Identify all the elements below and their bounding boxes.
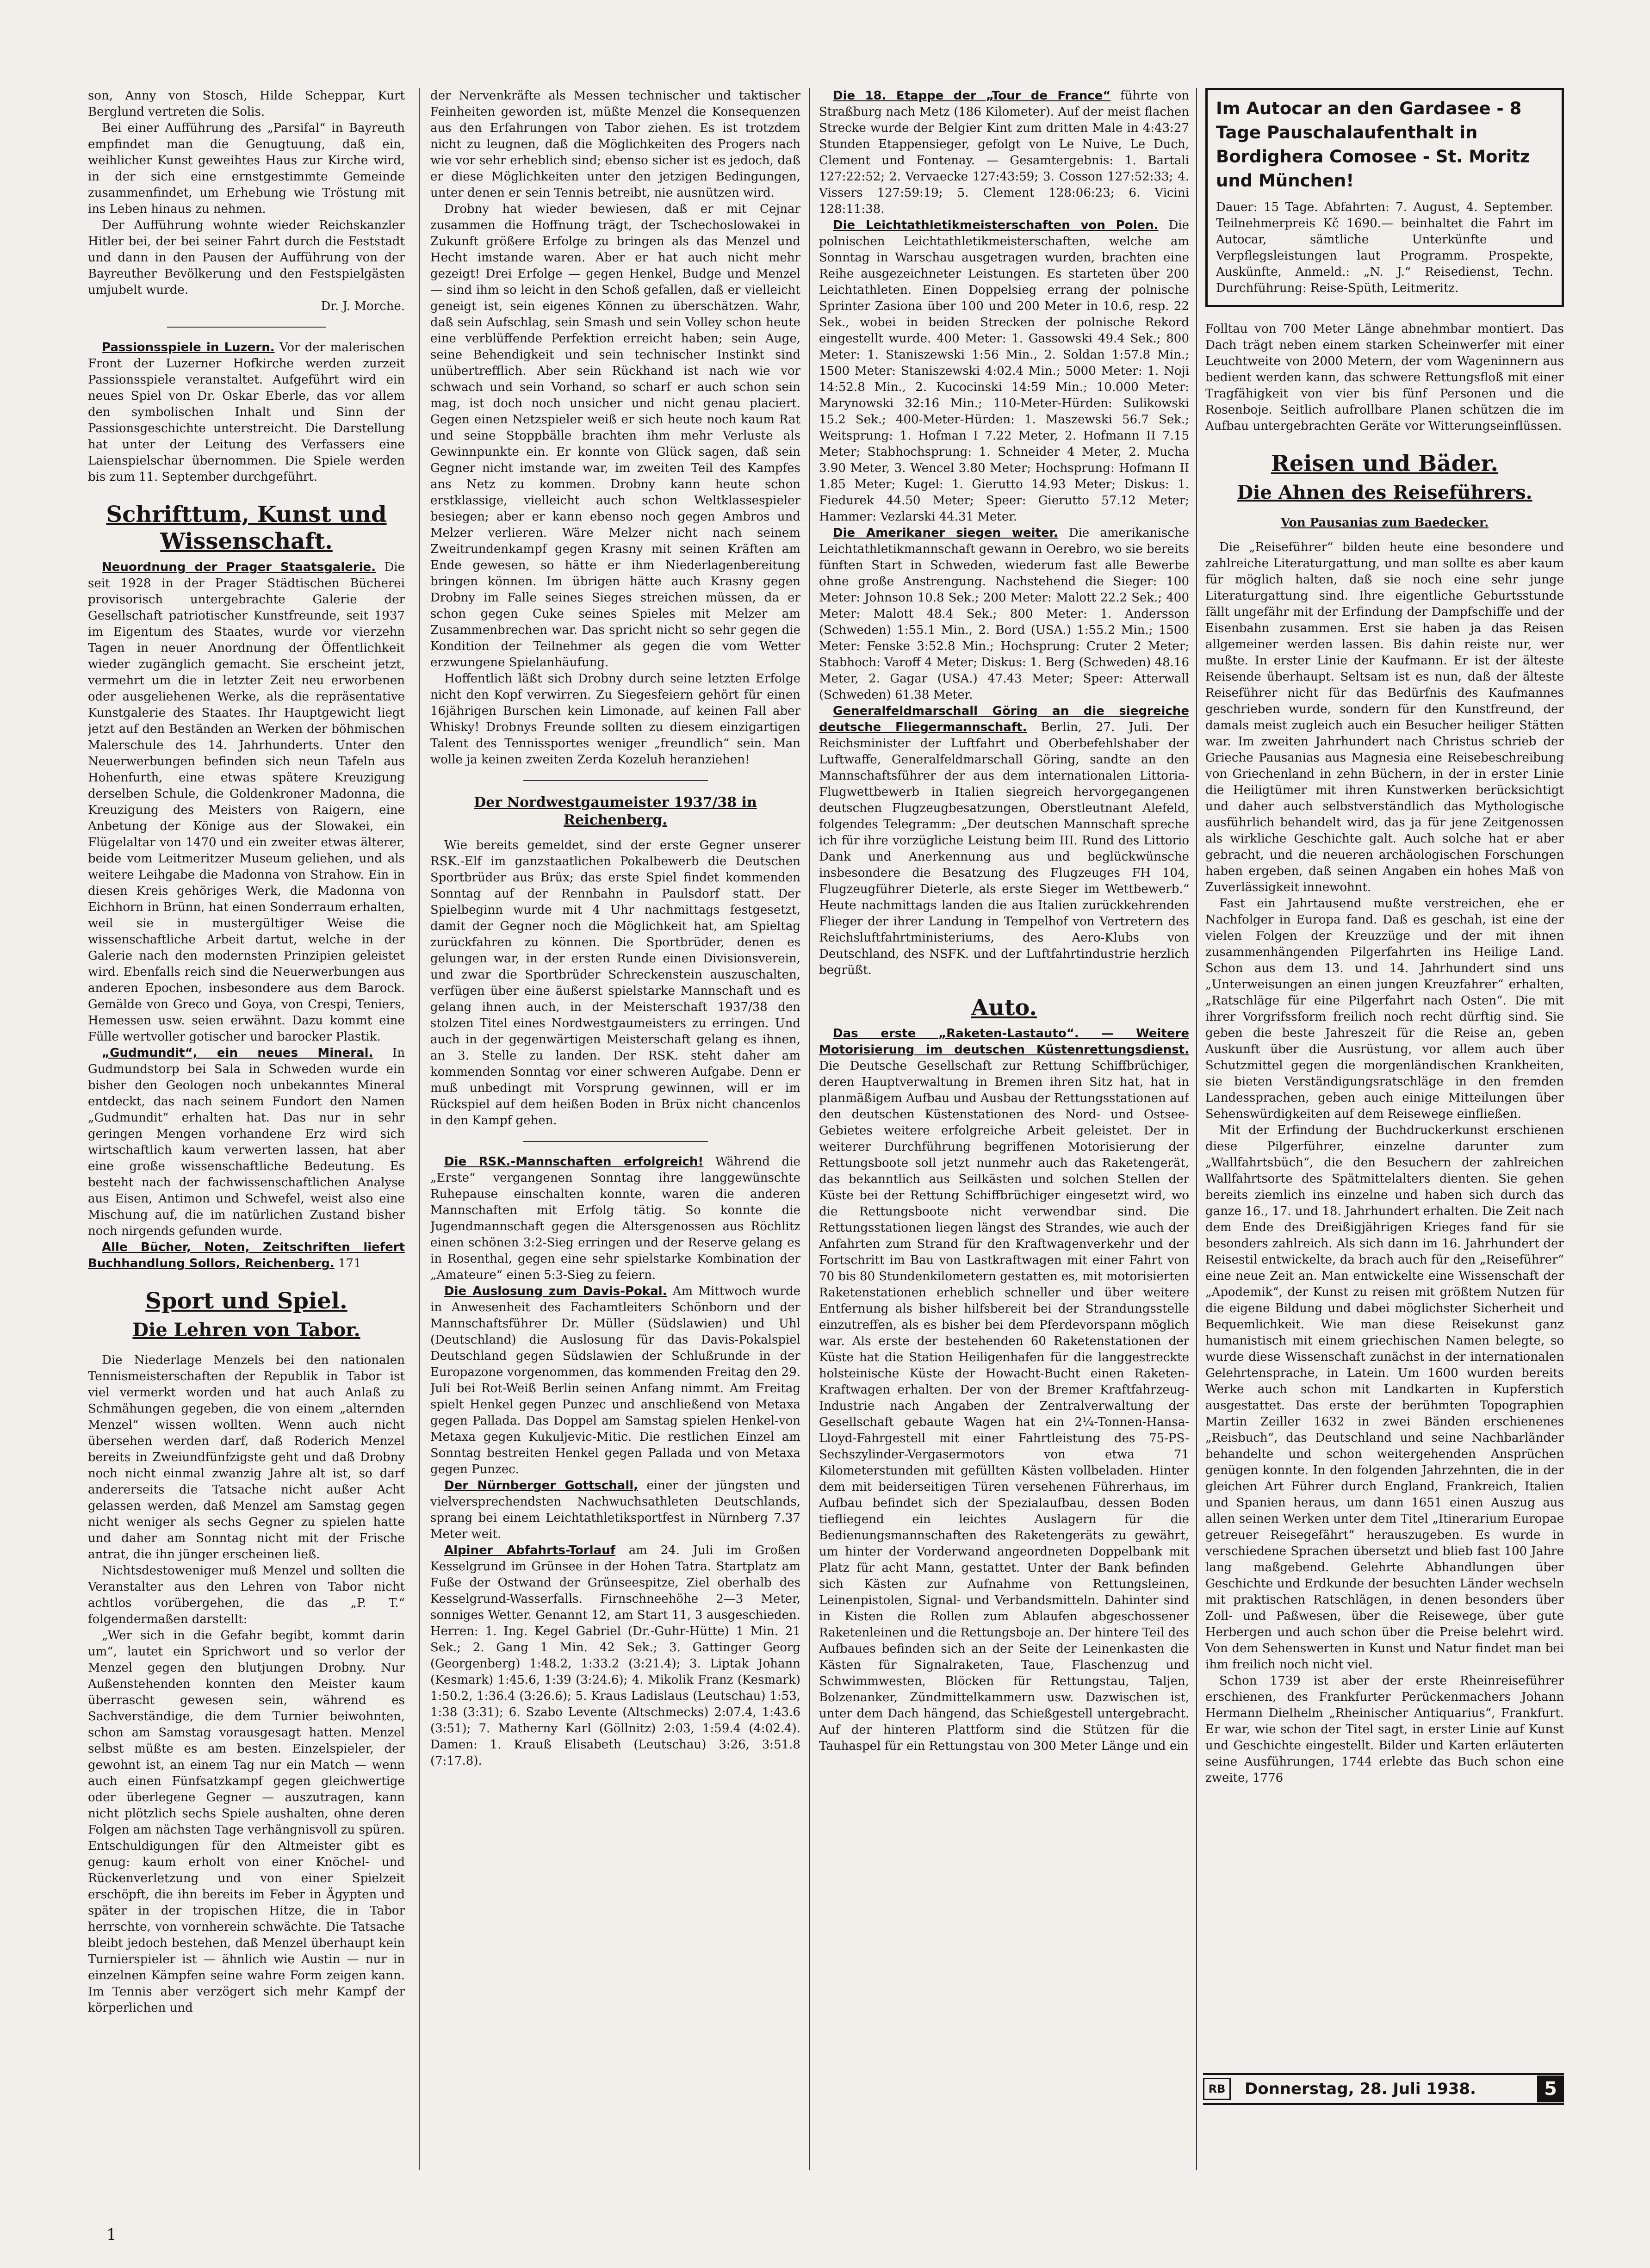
margin-mark: 1 — [106, 2225, 117, 2244]
item-lead: Alpiner Abfahrts-Torlauf — [444, 1543, 616, 1557]
item-text: Die Deutsche Gesellschaft zur Rettung Schiffbrüchiger, deren Hauptverwaltung in Bremen ihren Sitz hat, hat in planmäßigem Aufbau und Ausbau der Rettungsstationen auf den deutschen Küstenstationen des Nord- und Ostsee-Gebietes weitere erfolgreiche Arbeit geleistet. Der in weiterer Durchführung begriffenen Motorisierung der Rettungsboote soll jetzt nunmehr auch das Raketengerät, das bekanntlich aus Seilkästen und solchen Stellen der Küste bei der Rettung Schiffbrüchiger eingesetzt wird, wo die Rettungsboote nicht verwendbar sind. Die Rettungsstationen liegen längst des Strandes, wie auch der Anfahrten zum Strand für den Kraftwagenverkehr und der Fortschritt im Bau von Lastkraftwagen mit einer Fahrt von 70 bis 80 Stundenkilometern gestatten es, mit motorisierten Raketenstationen erheblich schneller und über weitere Entfernung als bisher hilfsbereit bei der Strandungsstelle einzutreffen, als es bisher bei dem Pferdevorspann möglich war. Als erste der bestehenden 60 Raketenstationen der Küste hat die Station Heiligenhafen für die langgestreckte holsteinische Küste der Howacht-Bucht einen Raketen-Kraftwagen erhalten. Der von der Bremer Kraftfahrzeug-Industrie nach Angaben der Zentralverwaltung der Gesellschaft gebaute Wagen hat ein 2¼-Tonnen-Hansa-Lloyd-Fahrgestell mit einer Fahrtleistung des 75-PS-Sechszylinder-Vergasermotors von etwa 71 Kilometerstunden mit gefüllten Kästen vollbeladen. Hinter dem mit beiderseitigen Türen versehenen Führerhaus, im Aufbau befindet sich der Spezialaufbau, dessen Boden tiefliegend ein leichtes Auslagern für die Bedienungsmannschaften des Raketengeräts zu gewährt, um hinter der Vorderwand angeordneten Doppelbank mit Platz für acht Mann, gestattet. Unter der Bank befinden sich Kästen zur Aufnahme von Rettungsleinen, Leinenpistolen, Signal- und Verbandsmitteln. Dahinter sind in Kisten die Rollen zum Ablaufen abgeschossener Raketenleinen und die Rettungsboje an. Der hintere Teil des Aufbaues befinden sich an der Seite der Leinenkasten die Kästen für Signalraketen, Taue, Flaschenzug und Schwimmwesten, Blöcken für Rettungstau, Taljen, Bolzenanker, Zündmittelkammern usw. Dazwischen ist, unter dem Dach hängend, das Schießgestell untergebracht. Auf der hinteren Plattform sind die Stützen für die Tauhaspel für ein Rettungstau von 300 Meter Länge und ein — [819, 1059, 1189, 1753]
article-heading: Die Lehren von Tabor. — [132, 1319, 360, 1341]
news-item — [88, 340, 405, 485]
divider — [167, 327, 326, 328]
paragraph: Mit der Erfindung der Buchdruckerkunst erschienen diese Pilgerführer, einzelne darunter zum „Wallfahrtsbüch“, die den Besuchern der zahlreichen Wallfahrtsorte des Spätmittelalters dienten. Sie gehen bereits ziemlich ins einzelne und haben sich durch das ganze 16., 17. und 18. Jahrhundert erhalten. Die Zeit nach dem Ende des Dreißigjährigen Krieges fand für sie besonders zahlreich. Als sich dann im 16. Jahrhundert der Reisestil entwickelte, da brach auch für den „Reiseführer“ eine neue Zeit an. Man entwickelte eine Wissenschaft der „Apodemik“, der Kunst zu reisen mit größtem Nutzen für die eigene Bildung und dabei möglichster Sicherheit und Bequemlichkeit. Wie man diese Reisekunst ganz humanistisch mit einem griechischen Namen belegte, so wurde diese Wissenschaft zunächst in der internationalen Gelehrtensprache, in Latein. Um 1600 wurden bereits Werke auch schon mit Landkarten in Kupferstich ausgestattet. Das erste der berühmten Topographien Martin Zeiller 1632 in zwei Bänden erschienenes „Reisbuch“, das Deutschland und seine Nachbarländer behandelte und schon weitergehenden Ansprüchen genügen konnte. In den folgenden Jahrzehnten, die in der gleichen Art Führer durch England, Frankreich, Italien und Spanien heraus, um dann 1651 einen Auszug aus allen seinen Werken unter dem Titel „Itinerarium Europae getreuer Reisegefährt“ herauszugeben. Es wurde in verschiedene Sprachen übersetzt und blieb fast 100 Jahre lang maßgebend. Gelehrte Abhandlungen über Geschichte und Erdkunde der besuchten Länder wechseln mit praktischen Ratschlägen, in denen besonders über Zoll- und Paßwesen, über die Reisewege, über gute Herbergen und auch schon über die Preise belehrt wird. Von dem Sehenswerten in Kunst und Natur findet man bei ihm freilich noch nicht viel. — [1205, 1123, 1564, 1672]
paragraph: Die „Reiseführer“ bilden heute eine besondere und zahlreiche Literaturgattung, und man sollte es aber kaum für möglich halten, daß sie noch eine sehr junge Literaturgattung sind. Ihre eigentliche Geburtsstunde fällt ungefähr mit der Erfindung der Dampfschiffe und der Eisenbahn zusammen. Erst sie haben ja das Reisen allgemeiner werden lassen. Bis dahin reiste nur, wer mußte. In erster Linie der Kaufmann. Er ist der älteste Reisende überhaupt. Seltsam ist es nun, daß der älteste Reiseführer nicht für das Bedürfnis des Kaufmannes geschrieben wurde, sondern für den Kunstfreund, der damals meist zugleich auch ein Besucher heiliger Stätten war. Im zweiten Jahrhundert nach Christus schrieb der Grieche Pausanias aus Magnesia eine Reisebeschreibung von Griechenland in zehn Büchern, in der in erster Linie die Heiligtümer mit ihren Kunstwerken berücksichtigt und daher auch selbstverständlich das Mythologische ausführlich behandelt wird, das ja für jene Zeitgenossen als wirkliche Geschichte galt. Auch solche hat er aber gebracht, und die neueren archäologischen Forschungen haben ergeben, daß seinen Angaben ein hohes Maß von Zuverlässigkeit innewohnt. — [1205, 540, 1564, 894]
column-rule — [809, 88, 810, 2170]
column-2 — [430, 88, 800, 2170]
item-lead: Generalfeldmarschall Göring an die siegreiche deutsche Fliegermannschaft. — [819, 704, 1189, 734]
item-lead: Passionsspiele in Luzern. — [102, 341, 275, 354]
author-signature: Dr. J. Morche. — [321, 299, 405, 313]
newspaper-logo: RB — [1203, 2078, 1231, 2100]
item-text: führte von Straßburg nach Metz (186 Kilometer). Auf der meist flachen Strecke wurde der Belgier Kint zum dritten Male in 4:43:27 Stunden Etappensieger, gefolgt von Le Nuive, Le Duch, Clement und Fontenay. — Gesamtergebnis: 1. Bartali 127:22:52; 2. Vervaecke 127:43:59; 3. Cosson 127:52:33; 4. Vissers 127:59:19; 5. Clement 128:06:23; 6. Vicini 128:11:38. — [819, 89, 1189, 216]
item-text: einer der jüngsten und vielversprechendsten Nachwuchsathleten Deutschlands, sprang bei einem Leichtathletiksportfest in Nürnberg 7.37 Meter weit. — [430, 1479, 800, 1541]
news-item — [430, 1543, 800, 1769]
paragraph: der Nervenkräfte als Messen technischer und taktischer Feinheiten geworden ist, müßte Menzel die Konsequenzen aus den Erfahrungen von Tabor ziehen. Es ist trotzdem nicht zu leugnen, daß die Möglichkeiten des Progers nach wie vor sehr erheblich sind; ebenso sicher ist es jedoch, daß er diese Möglichkeiten unter den jetzigen Bedingungen, unter denen er sein Tennis betreibt, nie ausnützen wird. — [430, 89, 800, 200]
item-lead: Das erste „Raketen-Lastauto“. — Weitere Motorisierung im deutschen Küstenrettungsdienst. — [819, 1027, 1189, 1057]
item-text: Berlin, 27. Juli. Der Reichsminister der Luftfahrt und Oberbefehlshaber der Luftwaffe, Generalfeldmarschall Göring, sandte an den Mannschaftsführer der aus dem internationalen Littoria-Flugwettbewerb in Italien siegreich hervorgegangenen deutschen Flugzeugbesatzungen, Oberstleutnant Alefeld, folgendes Telegramm: „Der deutschen Mannschaft spreche ich für ihre vorzügliche Leistung beim III. Rund des Littorio Dank und Anerkennung aus und beglückwünsche insbesondere die Besatzung des Flugzeuges FH 104, Flugzeugführer Dieterle, als erste Sieger im Wettbewerb.“ Heute nachmittags landen die aus Italien zurückkehrenden Flieger der ihrer Landung in Tempelhof von Vertretern des Reichsluftfahrtministeriums, des Aero-Klubs von Deutschland, des NSFK. und der Luftfahrtindustrie herzlich begrüßt. — [819, 720, 1189, 977]
column-rule — [1196, 88, 1197, 2170]
column-4 — [1205, 88, 1564, 2170]
section-heading: Auto. — [971, 995, 1037, 1021]
issue-date: Donnerstag, 28. Juli 1938. — [1245, 2080, 1476, 2098]
travel-advertisement — [1205, 88, 1564, 307]
ad-text: Alle Bücher, Noten, Zeitschriften liefert Buchhandlung Sollors, Reichenberg. — [88, 1240, 405, 1270]
paragraph: Drobny hat wieder bewiesen, daß er mit Cejnar zusammen die Hoffnung trägt, der Tschechoslowakei in Zukunft größere Erfolge zu bringen als das Menzel und Hecht imstande waren. Aber er hat auch nicht mehr gezeigt! Drei Erfolge — gegen Henkel, Budge und Menzel — sind ihm so leicht in den Schoß gefallen, daß er vielleicht geneigt ist, sein eigenes Können zu überschätzen. Wahr, daß sein Aufschlag, sein Smash und sein Volley schon heute eine verblüffende Perfektion erreicht haben; sein Auge, seine Behendigkeit und sein technischer Instinkt sind unübertrefflich. Aber sein Rückhand ist nach wie vor schwach und sein Vorhand, so scharf er auch schon sein mag, ist doch noch unsicher und nicht genau placiert. Gegen einen Netzspieler weiß er sich heute noch kaum Rat und seine Stoppbälle brachten ihm mehr Verluste als Gewinnpunkte ein. Er konnte von Glück sagen, daß sein Gegner nicht imstande war, im zweiten Teil des Kampfes ans Netz zu kommen. Drobny kann heute schon erstklassige, vielleicht auch schon Weltklassespieler besiegen; aber er kann ebenso noch gegen Ambros und Melzer verlieren. Wäre Melzer nicht nach seinem Zweitrundenkampf gegen Krasny mit seinen Kräften am Ende gewesen, so hätte er ihm Niederlagenbereitung bringen können. Im übrigen hätte auch Krasny gegen Drobny im Falle seines Sieges streichen müssen, da er schon gegen Cuke seines Spieles mit Melzer am Zusammenbrechen war. Das spricht nicht so sehr gegen die Kondition der Teilnehmer als gegen die vom Wetter erzwungene Spielanhäufung. — [430, 202, 800, 669]
news-item — [88, 1045, 405, 1239]
paragraph: Folltau von 700 Meter Länge abnehmbar montiert. Das Dach trägt neben einem starken Scheinwerfer mit einer Leuchtweite von 2000 Metern, der vom Wageninnern aus bedient werden kann, das schwere Rettungsfloß mit einer Tragfähigkeit von vier bis fünf Personen und die Rosenboje. Seitlich aufrollbare Planen schützen die im Aufbau untergebrachten Geräte vor Witterungseinflüssen. — [1205, 322, 1564, 433]
ad-text: Dauer: 15 Tage. Abfahrten: 7. August, 4. September. Teilnehmerpreis Kč 1690.— beinhaltet die Fahrt im Autocar, sämtliche Unterkünfte und Verpflegsleistungen laut Programm. Prospekte, Auskünfte, Anmeld.: „N. J.“ Reisedienst, Techn. Durchführung: Reise-Spüth, Leitmeritz. — [1216, 200, 1553, 295]
news-item — [430, 1478, 800, 1543]
item-text: Während die „Erste“ vergangenen Sonntag ihre langgewünschte Ruhepause einschalten konnte, waren die anderen Mannschaften mit Erfolg tätig. So konnte die Jugendmannschaft gegen die Altersgenossen aus Röchlitz einen schönen 3:2-Sieg erringen und der Reserve gelang es in Rosenthal, gegen eine sehr spielstarke Kombination der „Amateure“ einen 5:3-Sieg zu feiern. — [430, 1155, 800, 1282]
paragraph: Nichtsdestoweniger muß Menzel und sollten die Veranstalter aus den Lehren von Tabor nicht achtlos vorübergehen, die das „P. T.“ folgendermaßen darstellt: — [88, 1564, 405, 1626]
paragraph: „Wer sich in die Gefahr begibt, kommt darin um“, lautet ein Sprichwort und so verlor der Menzel gegen den blutjungen Drobny. Nur Außenstehenden konnten den Meister kaum überrascht gewesen sein, während es Sachverständige, die dem Turnier beiwohnten, schon am Samstag vorausgesagt hatten. Menzel selbst müßte es am besten. Einzelspieler, der gewohnt ist, an einem Tag nur ein Match — wenn auch einen Fünfsatzkampf gegen gleichwertige oder überlegene Gegner — auszutragen, kann nicht plötzlich sechs Spiele aushalten, ohne deren Folgen am nächsten Tage verhängnisvoll zu spüren. Entschuldigungen für den Altmeister gibt es genug: kaum erholt von einer Knöchel- und Rückenverletzung und von einer Spielzeit erschöpft, die ihn bereits im Feber in Ägypten und später in der tropischen Hitze, die in Tabor herrschte, von vornherein schwächte. Die Tatsache bleibt jedoch bestehen, daß Menzel überhaupt kein Turnierspieler ist — ähnlich wie Austin — nur in einzelnen Kämpfen seine wahre Form zeigen kann. Im Tennis aber verzögert sich mehr Kampf der körperlichen und — [88, 1629, 405, 2015]
news-item — [819, 525, 1189, 703]
item-lead: Neuordnung der Prager Staatsgalerie. — [102, 560, 376, 574]
news-item — [88, 559, 405, 1045]
article-heading: Die Ahnen des Reiseführers. — [1237, 482, 1532, 503]
item-lead: Die RSK.-Mannschaften erfolgreich! — [444, 1155, 704, 1169]
item-text: Am Mittwoch wurde in Anwesenheit des Fachamtleiters Schönborn und der Mannschaftsführer Dr. Müller (Südslawien) und Uhl (Deutschland) die Auslosung für das Davis-Pokalspiel Deutschland gegen Südslawien der Schlußrunde in der Europazone vorgenommen, das kommenden Freitag den 29. Juli bei Rot-Weiß Berlin seinen Anfang nimmt. Am Freitag spielt Henkel gegen Punzec und anschließend von Metaxa gegen Pallada. Das Doppel am Samstag spielen Henkel-von Metaxa gegen Kukuljevic-Mitic. Die restlichen Einzel am Sonntag bestreiten Henkel gegen Pallada und von Metaxa gegen Punzec. — [430, 1284, 800, 1476]
item-lead: Die 18. Etappe der „Tour de France“ — [833, 89, 1111, 103]
section-heading: Schrifttum, Kunst und Wissenschaft. — [106, 502, 387, 554]
column-3 — [819, 88, 1189, 2170]
news-item — [819, 703, 1189, 979]
news-item — [819, 217, 1189, 525]
item-lead: „Gudmundit“, ein neues Mineral. — [102, 1046, 373, 1060]
item-text: Die seit 1928 in der Prager Städtischen Bücherei provisorisch untergebrachte Galerie der Gesellschaft patriotischer Kunstfreunde, seit 1937 im Eigentum des Staates, wurde vor vierzehn Tagen in neuer Anordnung der Öffentlichkeit wieder zugänglich gemacht. Sie erscheint jetzt, vermehrt um die in letzter Zeit neu erworbenen oder ausgeliehenen Werke, als die repräsentative Kunstgalerie des Staates. Ihr Hauptgewicht liegt jetzt auf den Beständen an Werken der böhmischen Malerschule des 14. Jahrhunderts. Unter den Neuerwerbungen befinden sich neun Tafeln aus Hohenfurth, eine etwas spätere Kreuzigung derselben Schule, die Goldenkroner Madonna, die Kreuzigung des Meisters von Raigern, eine Anbetung der Könige aus der Slowakei, ein Flügelaltar von 1470 und ein zweiter etwas älterer, beide vom Leitmeritzer Museum geliehen, und als weitere Leihgabe die Madonna von Strahow. Ein in diesen Kreis gehöriges Werk, die Madonna von Eichhorn in Brünn, hat einen Sonderraum erhalten, weil sie in mustergültiger Weise die wissenschaftliche Arbeit dartut, welche in der Galerie nach den modernsten Prinzipien geleistet wird. Ebenfalls reich sind die Neuerwerbungen aus anderen Epochen, insbesondere aus dem Barock. Gemälde von Greco und Goya, von Crespi, Teniers, Hemessen usw. seien erwähnt. Dazu kommt eine Fülle wertvoller gotischer und barocker Plastik. — [88, 560, 405, 1044]
page-footer — [1203, 2073, 1564, 2105]
paragraph: Schon 1739 ist aber der erste Rheinreiseführer erschienen, des Frankfurter Perückenmachers Johann Hermann Dielhelm „Rheinischer Antiquarius“, Frankfurt. Er war, wie schon der Titel sagt, in erster Linie auf Kunst und Geschichte eingestellt. Bilder und Karten erläuterten seine Ausführungen, 1744 erlebte das Buch schon eine zweite, 1776 — [1205, 1674, 1564, 1785]
article-heading: Der Nordwestgaumeister 1937/38 in Reichenberg. — [474, 794, 757, 828]
item-lead: Die Amerikaner siegen weiter. — [833, 526, 1058, 540]
section-heading: Reisen und Bäder. — [1271, 451, 1499, 477]
item-text: Vor der malerischen Front der Luzerner Hofkirche werden zurzeit Passionsspiele veranstaltet. Aufgeführt wird ein neues Spiel von Dr. Oskar Eberle, das vor allem den symbolischen Inhalt und Sinn der Passionsgeschichte unterstreicht. Die Darstellung hat unter der Leitung des Verfassers eine Laienspielschar übernommen. Die Spiele werden bis zum 11. September durchgeführt. — [88, 341, 405, 484]
item-lead: Die Leichtathletikmeisterschaften von Polen. — [833, 218, 1159, 232]
news-item — [430, 1154, 800, 1283]
item-lead: Der Nürnberger Gottschall, — [444, 1479, 639, 1493]
paragraph: Hoffentlich läßt sich Drobny durch seine letzten Erfolge nicht den Kopf verwirren. Zu Siegesfeiern gehört für einen 16jährigen Burschen kein Limonade, auf keinen Fall aber Whisky! Drobnys Freunde sollten zu diesem einzigartigen Talent des Tennissportes weniger „freundlich“ sein. Man wolle ja keinen zweiten Zerda Kozeluh heranziehen! — [430, 672, 800, 767]
news-item — [819, 88, 1189, 217]
item-text: am 24. Juli im Großen Kesselgrund im Grünsee in der Hohen Tatra. Startplatz am Fuße der Ostwand der Grünseespitze, Ziel oberhalb des Kesselgrund-Wasserfalls. Firnschneehöhe 2—3 Meter, sonniges Wetter. Genannt 12, am Start 11, 3 ausgeschieden. Herren: 1. Ing. Kegel Gabriel (Dr.-Guhr-Hütte) 1 Min. 21 Sek.; 2. Gang 1 Min. 42 Sek.; 3. Gattinger Georg (Georgenberg) 1:48.2, 1:33.2 (3:21.4); 3. Liptak Johann (Kesmark) 1:45.6, 1:39 (3:24.6); 4. Mikolik Franz (Kesmark) 1:50.2, 1:36.4 (3:26.6); 5. Kraus Ladislaus (Leutschau) 1:53, 1:38 (3:31); 6. Szabo Levente (Altschmecks) 2:07.4, 1:43.6 (3:51); 7. Matherny Karl (Göllnitz) 2:03, 1:59.4 (4:02.4). Damen: 1. Krauß Elisabeth (Leutschau) 3:26, 3:51.8 (7:17.8). — [430, 1543, 800, 1768]
column-rule — [419, 88, 420, 2170]
item-text: Die amerikanische Leichtathletikmannschaft gewann in Oerebro, wo sie bereits fünften Start in Schweden, wiederum fast alle Bewerbe ohne große Anstrengung. Nachstehend die Sieger: 100 Meter: Johnson 10.8 Sek.; 200 Meter: Malott 22.2 Sek.; 400 Meter: Malott 48.4 Sek.; 800 Meter: 1. Andersson (Schweden) 1:55.1 Min., 2. Bord (USA.) 1:55.2 Min.; 1500 Meter: Fenske 3:52.8 Min.; Hochsprung: Cruter 2 Meter; Stabhoch: Varoff 4 Meter; Diskus: 1. Berg (Schweden) 48.16 Meter, 2. Gagar (USA.) 47.43 Meter; Speer: Atterwall (Schweden) 61.38 Meter. — [819, 526, 1189, 702]
section-heading: Sport und Spiel. — [145, 1288, 347, 1314]
divider — [523, 1141, 708, 1142]
column-1 — [88, 88, 405, 2170]
paragraph: Wie bereits gemeldet, sind der erste Gegner unserer RSK.-Elf im ganzstaatlichen Pokalbewerb die Deutschen Sportbrüder aus Brüx; das erste Spiel findet kommenden Sonntag auf der Rennbahn in Paulsdorf statt. Der Spielbeginn wurde mit 4 Uhr nachmittags festgesetzt, damit der Gegner noch die Möglichkeit hat, am Spieltag zurückfahren zu können. Die Sportbrüder, denen es gelungen war, in der ersten Runde einen Divisionsverein, und zwar die Sportbrüder Schreckenstein auszuschalten, verfügen über eine äußerst spielstarke Mannschaft und es gelang ihnen auch, in der Meisterschaft 1937/38 den stolzen Titel eines Nordwestgaumeisters zu erringen. Und auch in der gegenwärtigen Meisterschaft gelang es ihnen, an 3. Stelle zu landen. Der RSK. steht daher am kommenden Sonntag vor einer schweren Aufgabe. Denn er muß unbedingt mit Vorsprung gewinnen, will er im Rückspiel auf dem heißen Boden in Brüx nicht chancenlos in den Kampf gehen. — [430, 838, 800, 1128]
news-item — [819, 1026, 1189, 1754]
ad-number: 171 — [338, 1257, 361, 1270]
page-number: 5 — [1537, 2076, 1564, 2102]
paragraph: son, Anny von Stosch, Hilde Scheppar, Kurt Berglund vertreten die Solis. — [88, 89, 405, 119]
paragraph: Fast ein Jahrtausend mußte verstreichen, ehe er Nachfolger in Europa fand. Daß es geschah, ist eine der vielen Folgen der Kreuzzüge und der mit ihnen zusammenhängenden Pilgerfahrten ins Heilige Land. Schon aus dem 13. und 14. Jahrhundert sind uns „Unterweisungen an einen jungen Kreuzfahrer“ erhalten, „Ratschläge für eine Pilgerfahrt nach Osten“. Die mit ihrer Vorgrifssform freilich noch recht dürftig sind. Sie geben die beste Jahreszeit für die Reise an, geben Auskunft über die Ausrüstung, vor allem auch über Schutzmittel gegen die morgenländischen Krankheiten, sie bieten Verständigungsratschläge in den fremden Landessprachen, geben auch einige Mitteilungen über Sehenswürdigkeiten auf dem Reisewege einfließen. — [1205, 897, 1564, 1121]
news-item — [430, 1283, 800, 1478]
item-text: Die polnischen Leichtathletikmeisterschaften, welche am Sonntag in Warschau ausgetragen wurden, brachten eine Reihe ausgezeichneter Leistungen. Es starteten über 200 Leichtathleten. Einen Doppelsieg errang der polnische Sprinter Zasiona über 100 und 200 Meter in 10.6, resp. 22 Sek., wobei in beiden Strecken der polnische Rekord eingestellt wurde. 400 Meter: 1. Gassowski 49.4 Sek.; 800 Meter: 1. Staniszewski 1:56 Min., 2. Soldan 1:57.8 Min.; 1500 Meter: Staniszewski 4:02.4 Min.; 5000 Meter: 1. Noji 14:52.8 Min., 2. Kucocinski 14:59 Min.; 10.000 Meter: Marynowski 32:16 Min.; 110-Meter-Hürden: Sulikowski 15.2 Sek.; 400-Meter-Hürden: 1. Maszewski 56.7 Sek.; Weitsprung: 1. Hofman I 7.22 Meter, 2. Hofmann II 7.15 Meter; Stabhochsprung: 1. Schneider 4 Meter, 2. Mucha 3.90 Meter, 3. Wencel 3.80 Meter; Hochsprung: Hofmann II 1.85 Meter; Kugel: 1. Gierutto 14.93 Meter; Diskus: 1. Fiedurek 44.50 Meter; Speer: Gierutto 57.12 Meter; Hammer: Vezlarski 44.31 Meter. — [819, 218, 1189, 524]
paragraph: Der Aufführung wohnte wieder Reichskanzler Hitler bei, der bei seiner Fahrt durch die Feststadt und dann in den Pausen der Aufführung von der Bayreuther Bevölkerung und den Festspielgästen umjubelt wurde. — [88, 218, 405, 297]
item-text: In Gudmundstorp bei Sala in Schweden wurde ein bisher den Geologen noch unbekanntes Mineral entdeckt, das nach seinem Fundort den Namen „Gudmundit“ erhalten hat. Das nur in sehr geringen Mengen vorhandene Erz wird sich wirtschaftlich kaum verwerten lassen, hat aber eine große wissenschaftliche Bedeutung. Es besteht nach der fachwissenschaftlichen Analyse aus Eisen, Antimon und Schwefel, weist also eine Mischung auf, die im natürlichen Zustand bisher noch nirgends gefunden wurde. — [88, 1046, 405, 1238]
divider — [523, 780, 708, 781]
paragraph: Bei einer Aufführung des „Parsifal“ in Bayreuth empfindet man die Genugtuung, daß ein, weihlicher Kunst geweihtes Haus zur Kirche wird, in der sich eine ernstgestimmte Gemeinde zusammenfindet, um Erhebung wie Tröstung mit ins Leben hinaus zu nehmen. — [88, 121, 405, 216]
item-lead: Die Auslosung zum Davis-Pokal. — [444, 1284, 667, 1298]
bookshop-ad — [88, 1239, 405, 1272]
article-subheading: Von Pausanias zum Baedecker. — [1280, 516, 1489, 530]
ad-title: Im Autocar an den Gardasee - 8 Tage Pauschalaufenthalt in Bordighera Comosee - St. Moritz und München! — [1216, 99, 1530, 191]
paragraph: Die Niederlage Menzels bei den nationalen Tennismeisterschaften der Republik in Tabor ist viel vermerkt worden und hat auch Anlaß zu Schmähungen gegeben, die von einem „alternden Menzel“ wissen wollten. Wenn auch nicht übersehen werden darf, daß Roderich Menzel bereits in Zweiundfünfzigste geht und daß Drobny noch nicht einmal zwanzig Jahre alt ist, so darf andererseits die Tatsache nicht außer Acht gelassen werden, daß Menzel am Samstag gegen nicht weniger als sechs Gegner zu spielen hatte und daher am Sonntag nicht mit der Frische antrat, die ihn jünger erscheinen ließ. — [88, 1353, 405, 1562]
